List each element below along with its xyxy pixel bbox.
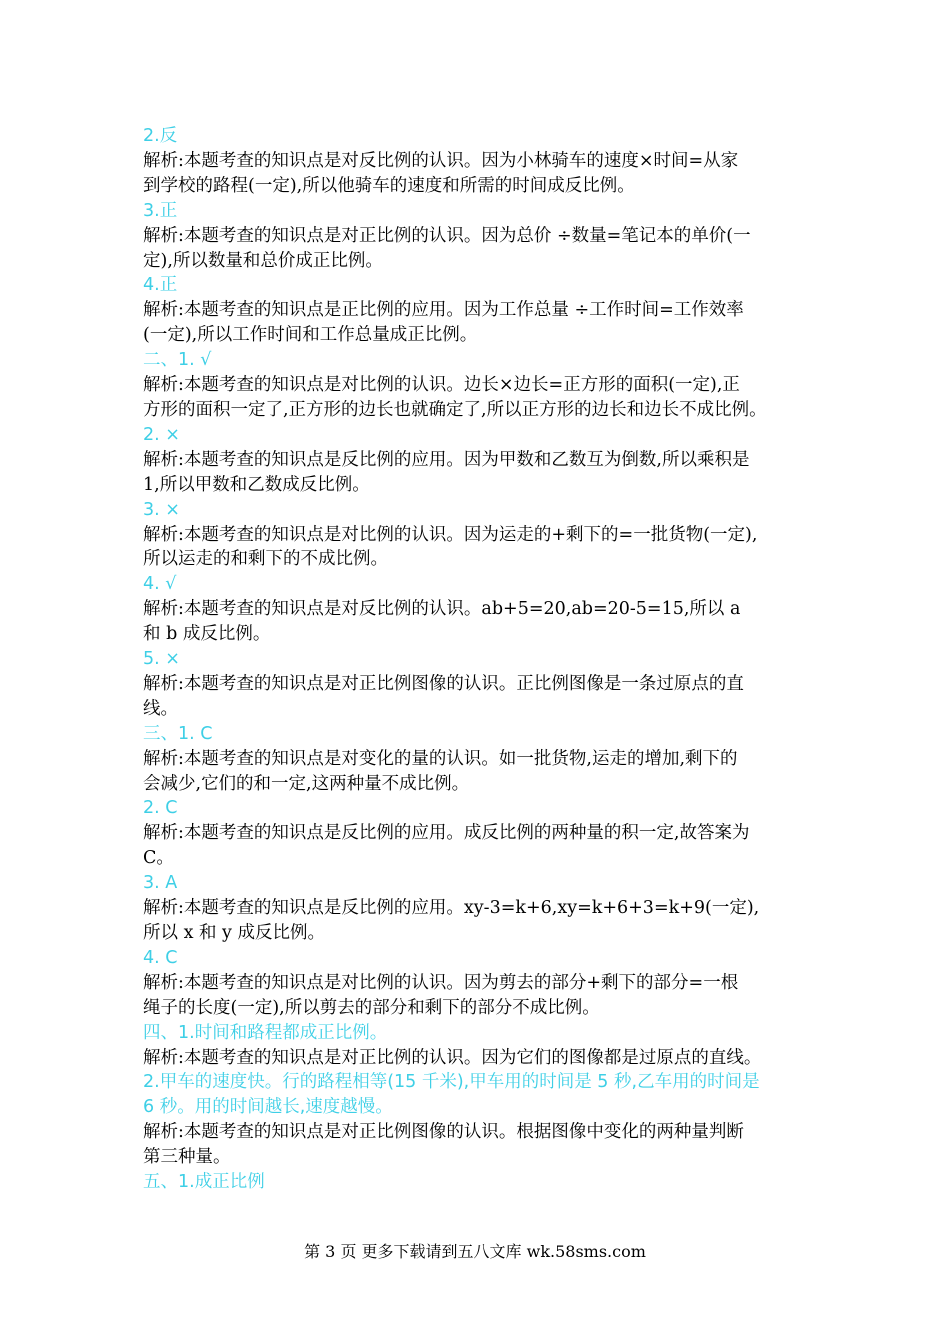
answer-line: 四、1.时间和路程都成正比例。 bbox=[143, 1022, 388, 1043]
answer-line: 4.正 bbox=[143, 275, 178, 296]
explanation-line: 解析:本题考查的知识点是对正比例图像的认识。根据图像中变化的两种量判断 bbox=[143, 1122, 744, 1143]
explanation-line: 解析:本题考查的知识点是对比例的认识。边长×边长=正方形的面积(一定),正 bbox=[143, 375, 740, 396]
explanation-line: 会减少,它们的和一定,这两种量不成比例。 bbox=[143, 773, 470, 794]
answer-line: 4. C bbox=[143, 947, 178, 968]
explanation-line: 解析:本题考查的知识点是反比例的应用。因为甲数和乙数互为倒数,所以乘积是 bbox=[143, 449, 750, 470]
explanation-line: 方形的面积一定了,正方形的边长也就确定了,所以正方形的边长和边长不成比例。 bbox=[143, 399, 767, 420]
explanation-line: 解析:本题考查的知识点是对比例的认识。因为剪去的部分+剩下的部分=一根 bbox=[143, 972, 739, 993]
answer-line: 三、1. C bbox=[143, 723, 213, 744]
explanation-line: 到学校的路程(一定),所以他骑车的速度和所需的时间成反比例。 bbox=[143, 175, 635, 196]
explanation-line: 1,所以甲数和乙数成反比例。 bbox=[143, 474, 370, 495]
explanation-line: 解析:本题考查的知识点是对正比例图像的认识。正比例图像是一条过原点的直 bbox=[143, 673, 744, 694]
answer-line: 2. C bbox=[143, 798, 178, 819]
answer-line: 5. × bbox=[143, 649, 180, 670]
explanation-line: 第三种量。 bbox=[143, 1147, 231, 1168]
answer-line: 3. × bbox=[143, 499, 180, 520]
explanation-line: 所以运走的和剩下的不成比例。 bbox=[143, 549, 388, 570]
answer-line: 二、1. √ bbox=[143, 350, 212, 371]
answer-line: 3. A bbox=[143, 873, 178, 894]
answer-content bbox=[143, 124, 823, 1195]
explanation-line: 解析:本题考查的知识点是对反比例的认识。因为小林骑车的速度×时间=从家 bbox=[143, 150, 739, 171]
answer-line: 6 秒。用的时间越长,速度越慢。 bbox=[143, 1097, 393, 1118]
answer-line: 2.反 bbox=[143, 126, 178, 146]
answer-line: 2. × bbox=[143, 424, 180, 445]
answer-line: 2.甲车的速度快。行的路程相等(15 千米),甲车用的时间是 5 秒,乙车用的时间是 bbox=[143, 1072, 760, 1093]
explanation-line: 定),所以数量和总价成正比例。 bbox=[143, 250, 383, 271]
page-footer: 第 3 页 更多下载请到五八文库 wk.58sms.com bbox=[304, 1242, 646, 1261]
explanation-line: (一定),所以工作时间和工作总量成正比例。 bbox=[143, 325, 478, 346]
explanation-line: 和 b 成反比例。 bbox=[143, 624, 271, 645]
answer-line: 4. √ bbox=[143, 574, 177, 595]
explanation-line: 解析:本题考查的知识点是反比例的应用。xy-3=k+6,xy=k+6+3=k+9(一定), bbox=[143, 898, 760, 919]
explanation-line: 解析:本题考查的知识点是正比例的应用。因为工作总量 ÷工作时间=工作效率 bbox=[143, 300, 744, 321]
explanation-line: 解析:本题考查的知识点是对正比例的认识。因为总价 ÷数量=笔记本的单价(一 bbox=[143, 225, 751, 246]
explanation-line: 绳子的长度(一定),所以剪去的部分和剩下的部分不成比例。 bbox=[143, 997, 600, 1018]
explanation-line: 解析:本题考查的知识点是对变化的量的认识。如一批货物,运走的增加,剩下的 bbox=[143, 748, 738, 769]
explanation-line: 解析:本题考查的知识点是对反比例的认识。ab+5=20,ab=20-5=15,所以 a bbox=[143, 599, 741, 620]
answer-line: 五、1.成正比例 bbox=[143, 1172, 265, 1193]
explanation-line: 所以 x 和 y 成反比例。 bbox=[143, 923, 326, 943]
explanation-line: 解析:本题考查的知识点是对正比例的认识。因为它们的图像都是过原点的直线。 bbox=[143, 1047, 762, 1068]
explanation-line: 解析:本题考查的知识点是反比例的应用。成反比例的两种量的积一定,故答案为 bbox=[143, 823, 750, 844]
explanation-line: C。 bbox=[143, 848, 174, 869]
explanation-line: 解析:本题考查的知识点是对比例的认识。因为运走的+剩下的=一批货物(一定), bbox=[143, 524, 758, 545]
answer-line: 3.正 bbox=[143, 200, 178, 221]
explanation-line: 线。 bbox=[143, 698, 178, 719]
